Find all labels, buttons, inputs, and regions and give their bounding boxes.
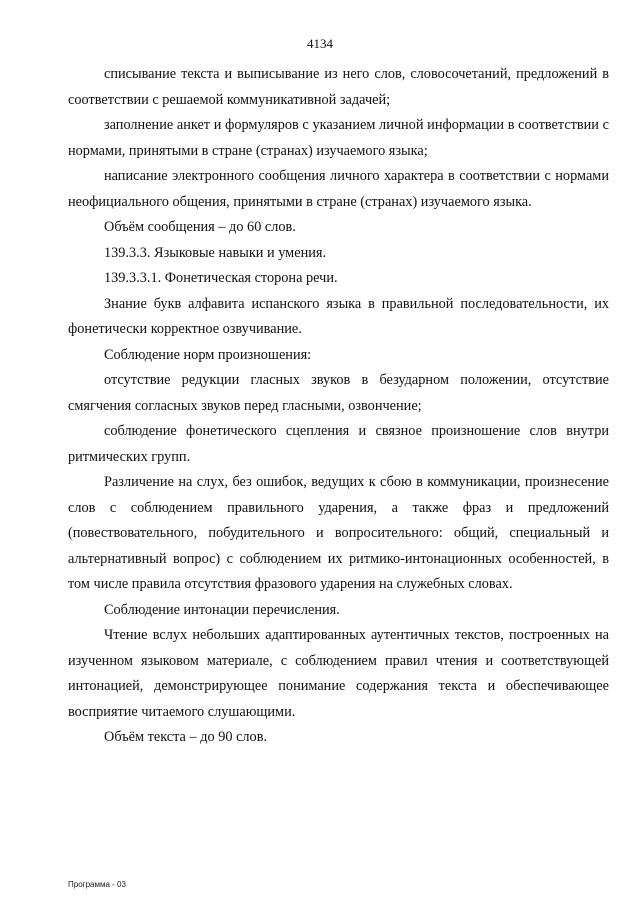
- paragraph: Объём текста – до 90 слов.: [104, 729, 268, 745]
- subsection-heading: 139.3.3.1. Фонетическая сторона речи.: [104, 270, 338, 286]
- paragraph: Соблюдение норм произношения:: [104, 346, 312, 363]
- footer-label: Программа - 03: [68, 880, 126, 889]
- document-body: [68, 62, 609, 751]
- paragraph: Соблюдение интонации перечисления.: [104, 601, 340, 618]
- paragraph: списывание текста и выписывание из него слов, словосочетаний, предложений в соответствии с решаемой коммуникативной задачей;: [68, 66, 609, 108]
- paragraph: Знание букв алфавита испанского языка в правильной последовательности, их фонетически корректное озвучивание.: [68, 295, 609, 337]
- page-number: 4134: [307, 36, 333, 51]
- paragraph: Различение на слух, без ошибок, ведущих к сбою в коммуникации, произнесение слов с соблюдением правильного ударения, а также фраз и предложений (повествовательного, побудительного и вопросительного: общий, специальный и альтернативный вопрос) с соблюдением их ритмико-интонационных особенностей, в том числе правила отсутствия фразового ударения на служебных словах.: [68, 474, 609, 592]
- paragraph: соблюдение фонетического сцепления и связное произношение слов внутри ритмических групп.: [68, 423, 609, 465]
- paragraph: написание электронного сообщения личного характера в соответствии с нормами неофициального общения, принятыми в стране (странах) изучаемого языка.: [68, 168, 609, 210]
- section-heading: 139.3.3. Языковые навыки и умения.: [104, 244, 327, 261]
- paragraph: отсутствие редукции гласных звуков в безударном положении, отсутствие смягчения согласных звуков перед гласными, озвончение;: [68, 372, 609, 414]
- paragraph: заполнение анкет и формуляров с указанием личной информации в соответствии с нормами, принятыми в стране (странах) изучаемого языка;: [68, 117, 609, 159]
- paragraph: Чтение вслух небольших адаптированных аутентичных текстов, построенных на изученном языковом материале, с соблюдением правил чтения и соответствующей интонацией, демонстрирующее понимание содержания текста и обеспечивающее восприятие читаемого слушающими.: [68, 627, 609, 720]
- paragraph: Объём сообщения – до 60 слов.: [104, 219, 296, 235]
